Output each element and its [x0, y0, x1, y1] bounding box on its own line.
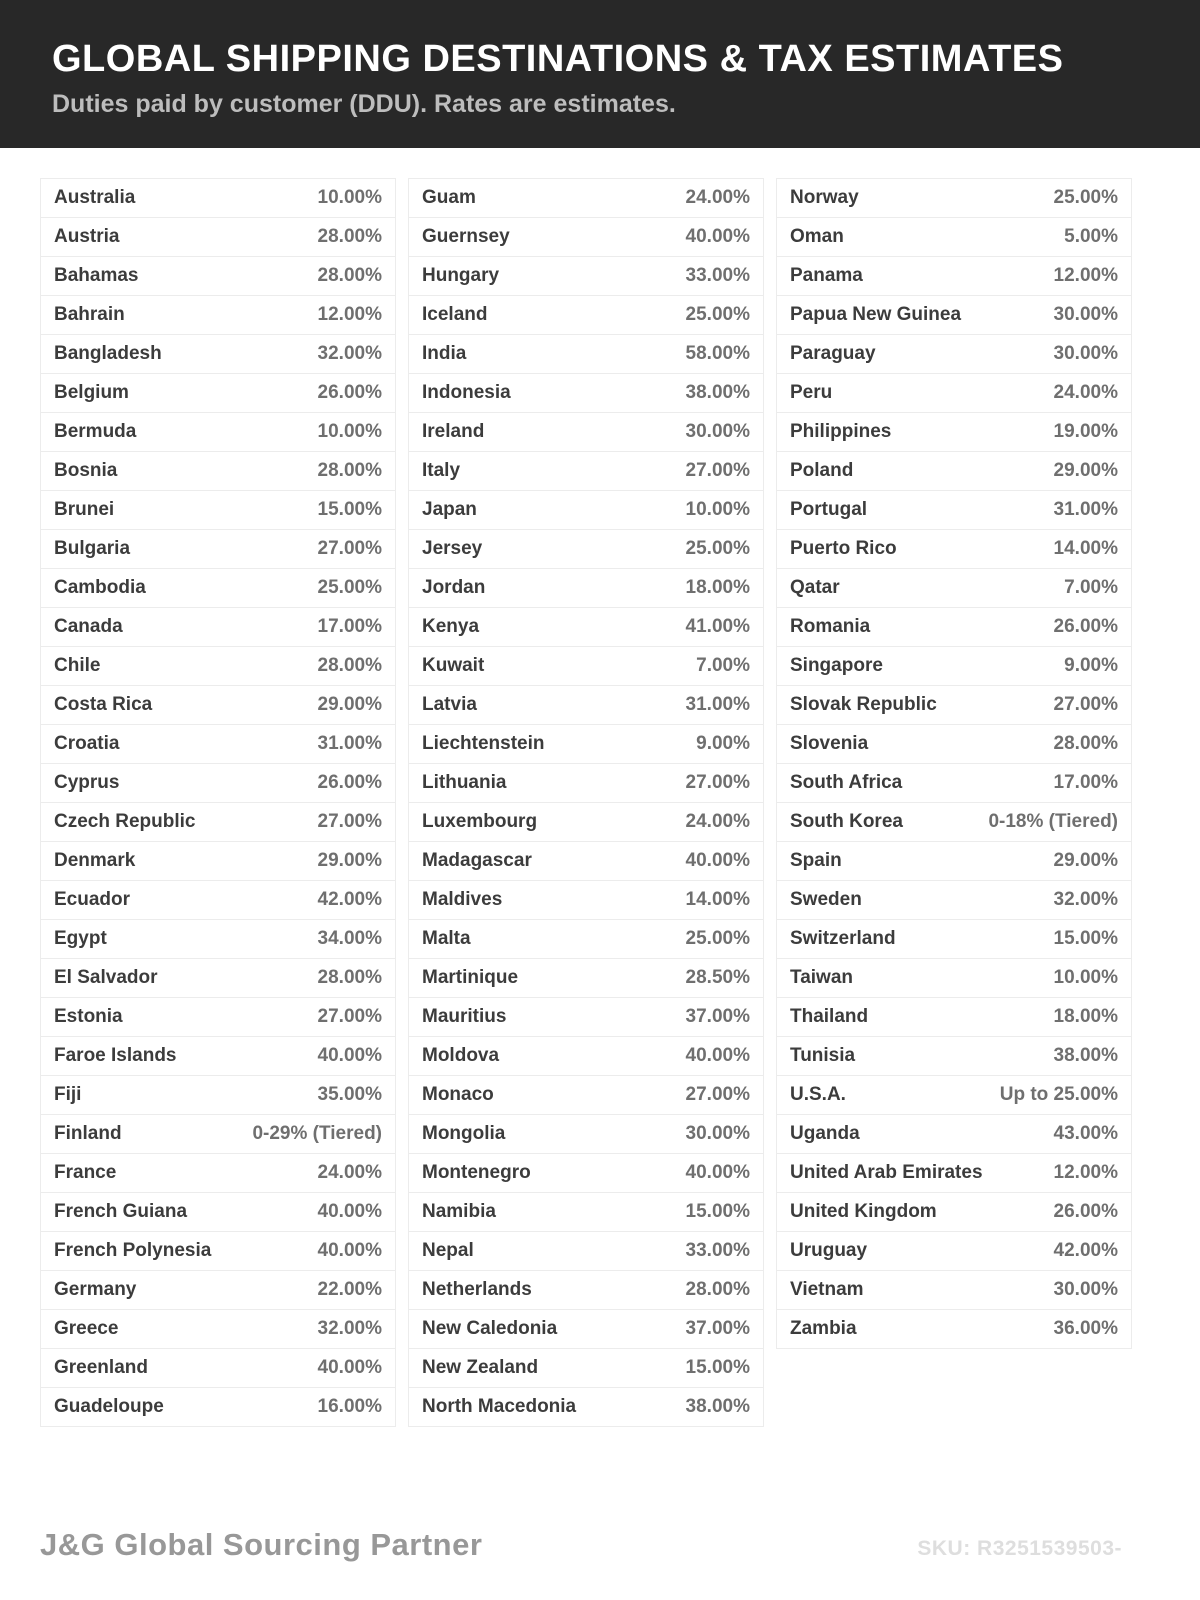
country-label: Paraguay — [790, 343, 876, 364]
rate-value: 17.00% — [1053, 772, 1118, 793]
country-label: Zambia — [790, 1318, 857, 1339]
rate-value: 27.00% — [1053, 694, 1118, 715]
table-row — [776, 296, 1132, 335]
rates-table — [40, 178, 1132, 1427]
rate-value: 26.00% — [317, 772, 382, 793]
country-label: Latvia — [422, 694, 477, 715]
table-row — [776, 335, 1132, 374]
table-row — [408, 764, 764, 803]
country-label: Austria — [54, 226, 120, 247]
rate-value: 27.00% — [685, 1084, 750, 1105]
rate-value: 31.00% — [685, 694, 750, 715]
country-label: Brunei — [54, 499, 115, 520]
rate-value: 40.00% — [317, 1240, 382, 1261]
table-row — [408, 374, 764, 413]
rate-value: 7.00% — [1064, 577, 1118, 598]
table-row — [408, 491, 764, 530]
country-label: French Polynesia — [54, 1240, 212, 1261]
table-row — [408, 1154, 764, 1193]
country-label: Chile — [54, 655, 101, 676]
country-label: Lithuania — [422, 772, 507, 793]
table-row — [40, 881, 396, 920]
rate-value: 30.00% — [685, 1123, 750, 1144]
rate-value: 28.00% — [685, 1279, 750, 1300]
country-label: Oman — [790, 226, 844, 247]
country-label: Fiji — [54, 1084, 82, 1105]
rate-value: 40.00% — [685, 226, 750, 247]
table-row — [408, 218, 764, 257]
table-row — [40, 452, 396, 491]
table-row — [408, 1388, 764, 1427]
table-row — [40, 1232, 396, 1271]
table-row — [408, 413, 764, 452]
table-row — [776, 881, 1132, 920]
table-row — [40, 1271, 396, 1310]
country-label: U.S.A. — [790, 1084, 846, 1105]
rate-value: 31.00% — [1053, 499, 1118, 520]
rate-value: 24.00% — [1053, 382, 1118, 403]
rates-column-2 — [408, 178, 764, 1427]
rate-value: 33.00% — [685, 1240, 750, 1261]
table-row — [776, 1232, 1132, 1271]
rate-value: 10.00% — [317, 421, 382, 442]
rate-value: 26.00% — [1053, 1201, 1118, 1222]
rate-value: 17.00% — [317, 616, 382, 637]
header-banner — [0, 0, 1200, 148]
rate-value: 9.00% — [1064, 655, 1118, 676]
table-row — [40, 1388, 396, 1427]
rate-value: 42.00% — [1053, 1240, 1118, 1261]
country-label: Liechtenstein — [422, 733, 545, 754]
rate-value: 14.00% — [685, 889, 750, 910]
table-row — [776, 920, 1132, 959]
rate-value: 19.00% — [1053, 421, 1118, 442]
table-row — [408, 335, 764, 374]
table-row — [40, 1154, 396, 1193]
table-row — [776, 1076, 1132, 1115]
country-label: Singapore — [790, 655, 883, 676]
country-label: New Caledonia — [422, 1318, 558, 1339]
country-label: Egypt — [54, 928, 107, 949]
rate-value: 34.00% — [317, 928, 382, 949]
country-label: Guadeloupe — [54, 1396, 164, 1417]
table-row — [408, 452, 764, 491]
table-row — [40, 296, 396, 335]
rate-value: 0-18% (Tiered) — [988, 811, 1118, 832]
rate-value: 15.00% — [317, 499, 382, 520]
country-label: Slovak Republic — [790, 694, 937, 715]
country-label: Kuwait — [422, 655, 485, 676]
table-row — [776, 218, 1132, 257]
table-row — [776, 647, 1132, 686]
rate-value: 10.00% — [1053, 967, 1118, 988]
table-row — [40, 1076, 396, 1115]
table-row — [408, 1349, 764, 1388]
country-label: Maldives — [422, 889, 503, 910]
rate-value: 38.00% — [685, 1396, 750, 1417]
rate-value: 26.00% — [317, 382, 382, 403]
rate-value: 42.00% — [317, 889, 382, 910]
rate-value: 29.00% — [317, 850, 382, 871]
table-row — [408, 725, 764, 764]
table-row — [408, 920, 764, 959]
country-label: Bosnia — [54, 460, 118, 481]
country-label: Spain — [790, 850, 842, 871]
table-row — [408, 530, 764, 569]
country-label: Ireland — [422, 421, 485, 442]
rate-value: 25.00% — [685, 304, 750, 325]
rate-value: 7.00% — [696, 655, 750, 676]
rate-value: 27.00% — [317, 1006, 382, 1027]
country-label: Guernsey — [422, 226, 510, 247]
country-label: Bermuda — [54, 421, 137, 442]
country-label: India — [422, 343, 467, 364]
rate-value: 33.00% — [685, 265, 750, 286]
rate-value: 18.00% — [685, 577, 750, 598]
country-label: Croatia — [54, 733, 120, 754]
country-label: Sweden — [790, 889, 862, 910]
country-label: Greenland — [54, 1357, 148, 1378]
rate-value: 58.00% — [685, 343, 750, 364]
rate-value: 12.00% — [1053, 265, 1118, 286]
rate-value: 24.00% — [685, 187, 750, 208]
rate-value: 27.00% — [317, 538, 382, 559]
country-label: Germany — [54, 1279, 137, 1300]
rate-value: 30.00% — [1053, 304, 1118, 325]
rate-value: 18.00% — [1053, 1006, 1118, 1027]
country-label: Uganda — [790, 1123, 860, 1144]
table-row — [776, 257, 1132, 296]
table-row — [40, 1310, 396, 1349]
table-row — [40, 179, 396, 218]
rate-value: 26.00% — [1053, 616, 1118, 637]
table-row — [40, 1037, 396, 1076]
table-row — [776, 1115, 1132, 1154]
country-label: Kenya — [422, 616, 480, 637]
rate-value: 38.00% — [685, 382, 750, 403]
rate-value: 40.00% — [685, 1045, 750, 1066]
rate-value: 15.00% — [1053, 928, 1118, 949]
rate-value: 29.00% — [317, 694, 382, 715]
rate-value: 15.00% — [685, 1201, 750, 1222]
country-label: Slovenia — [790, 733, 869, 754]
country-label: North Macedonia — [422, 1396, 577, 1417]
rate-value: 5.00% — [1064, 226, 1118, 247]
country-label: United Kingdom — [790, 1201, 937, 1222]
table-row — [776, 1037, 1132, 1076]
country-label: Malta — [422, 928, 471, 949]
table-row — [776, 179, 1132, 218]
table-row — [776, 1193, 1132, 1232]
country-label: Uruguay — [790, 1240, 868, 1261]
country-label: Greece — [54, 1318, 119, 1339]
rate-value: 12.00% — [317, 304, 382, 325]
table-row — [408, 647, 764, 686]
rate-value: 27.00% — [685, 772, 750, 793]
rate-value: 28.00% — [317, 655, 382, 676]
country-label: Nepal — [422, 1240, 474, 1261]
rate-value: 27.00% — [685, 460, 750, 481]
country-label: Madagascar — [422, 850, 532, 871]
rate-value: 9.00% — [696, 733, 750, 754]
country-label: Canada — [54, 616, 123, 637]
country-label: Finland — [54, 1123, 122, 1144]
rate-value: 40.00% — [317, 1201, 382, 1222]
rate-value: 40.00% — [317, 1045, 382, 1066]
rate-value: 25.00% — [685, 538, 750, 559]
table-row — [776, 1310, 1132, 1349]
table-row — [40, 959, 396, 998]
rate-value: 24.00% — [317, 1162, 382, 1183]
table-row — [40, 725, 396, 764]
table-row — [776, 842, 1132, 881]
country-label: South Africa — [790, 772, 903, 793]
country-label: Montenegro — [422, 1162, 531, 1183]
table-row — [776, 374, 1132, 413]
country-label: Romania — [790, 616, 871, 637]
table-row — [40, 491, 396, 530]
table-row — [776, 1154, 1132, 1193]
rate-value: 10.00% — [685, 499, 750, 520]
table-row — [408, 842, 764, 881]
rate-value: 32.00% — [1053, 889, 1118, 910]
table-row — [40, 569, 396, 608]
table-row — [408, 998, 764, 1037]
rate-value: 30.00% — [1053, 1279, 1118, 1300]
country-label: Martinique — [422, 967, 519, 988]
table-row — [408, 881, 764, 920]
country-label: Mongolia — [422, 1123, 506, 1144]
table-row — [40, 374, 396, 413]
table-row — [776, 569, 1132, 608]
table-row — [40, 764, 396, 803]
country-label: Australia — [54, 187, 136, 208]
rate-value: 22.00% — [317, 1279, 382, 1300]
table-row — [776, 413, 1132, 452]
rates-column-1 — [40, 178, 396, 1427]
country-label: Guam — [422, 187, 476, 208]
country-label: Faroe Islands — [54, 1045, 177, 1066]
table-row — [40, 647, 396, 686]
country-label: Switzerland — [790, 928, 896, 949]
table-row — [408, 1310, 764, 1349]
country-label: Bahrain — [54, 304, 125, 325]
rate-value: 12.00% — [1053, 1162, 1118, 1183]
table-row — [40, 998, 396, 1037]
rate-value: 28.00% — [1053, 733, 1118, 754]
table-row — [408, 179, 764, 218]
country-label: El Salvador — [54, 967, 158, 988]
country-label: Mauritius — [422, 1006, 507, 1027]
rate-value: 14.00% — [1053, 538, 1118, 559]
country-label: Iceland — [422, 304, 488, 325]
country-label: Bangladesh — [54, 343, 162, 364]
country-label: Denmark — [54, 850, 136, 871]
country-label: Monaco — [422, 1084, 494, 1105]
table-row — [40, 335, 396, 374]
table-row — [40, 920, 396, 959]
country-label: Japan — [422, 499, 477, 520]
table-row — [776, 686, 1132, 725]
table-row — [776, 491, 1132, 530]
country-label: France — [54, 1162, 117, 1183]
rate-value: 36.00% — [1053, 1318, 1118, 1339]
table-row — [40, 530, 396, 569]
country-label: Ecuador — [54, 889, 131, 910]
country-label: Bahamas — [54, 265, 139, 286]
rates-column-3 — [776, 178, 1132, 1349]
country-label: South Korea — [790, 811, 903, 832]
table-row — [40, 1349, 396, 1388]
table-row — [408, 686, 764, 725]
country-label: Jersey — [422, 538, 483, 559]
country-label: French Guiana — [54, 1201, 188, 1222]
table-row — [40, 1193, 396, 1232]
country-label: New Zealand — [422, 1357, 539, 1378]
table-row — [776, 803, 1132, 842]
rate-value: Up to 25.00% — [999, 1084, 1118, 1105]
country-label: Costa Rica — [54, 694, 153, 715]
table-row — [776, 608, 1132, 647]
table-row — [776, 998, 1132, 1037]
country-label: Thailand — [790, 1006, 869, 1027]
table-row — [776, 452, 1132, 491]
footer — [40, 1527, 1122, 1563]
table-row — [408, 1115, 764, 1154]
table-row — [408, 569, 764, 608]
rate-value: 28.00% — [317, 265, 382, 286]
rate-value: 28.00% — [317, 226, 382, 247]
country-label: United Arab Emirates — [790, 1162, 983, 1183]
country-label: Puerto Rico — [790, 538, 897, 559]
table-row — [408, 1193, 764, 1232]
table-row — [408, 608, 764, 647]
rate-value: 25.00% — [685, 928, 750, 949]
rate-value: 29.00% — [1053, 460, 1118, 481]
rate-value: 40.00% — [317, 1357, 382, 1378]
country-label: Jordan — [422, 577, 486, 598]
table-row — [408, 1076, 764, 1115]
country-label: Belgium — [54, 382, 129, 403]
country-label: Hungary — [422, 265, 500, 286]
table-row — [40, 257, 396, 296]
table-row — [408, 959, 764, 998]
rate-value: 40.00% — [685, 850, 750, 871]
rate-value: 10.00% — [317, 187, 382, 208]
table-row — [40, 1115, 396, 1154]
rate-value: 28.00% — [317, 967, 382, 988]
table-row — [408, 803, 764, 842]
table-row — [776, 764, 1132, 803]
country-label: Papua New Guinea — [790, 304, 962, 325]
rate-value: 0-29% (Tiered) — [252, 1123, 382, 1144]
rate-value: 15.00% — [685, 1357, 750, 1378]
country-label: Cambodia — [54, 577, 146, 598]
table-row — [40, 218, 396, 257]
rate-value: 38.00% — [1053, 1045, 1118, 1066]
rate-value: 30.00% — [1053, 343, 1118, 364]
country-label: Taiwan — [790, 967, 853, 988]
table-row — [776, 725, 1132, 764]
country-label: Qatar — [790, 577, 840, 598]
page-subtitle: Duties paid by customer (DDU). Rates are estimates. — [52, 90, 676, 118]
table-row — [40, 413, 396, 452]
country-label: Czech Republic — [54, 811, 196, 832]
table-row — [408, 296, 764, 335]
table-row — [776, 959, 1132, 998]
country-label: Moldova — [422, 1045, 500, 1066]
rate-value: 32.00% — [317, 343, 382, 364]
rate-value: 32.00% — [317, 1318, 382, 1339]
country-label: Norway — [790, 187, 859, 208]
table-row — [40, 842, 396, 881]
sku-label: SKU: R3251539503- — [917, 1537, 1122, 1560]
country-label: Philippines — [790, 421, 892, 442]
rate-value: 41.00% — [685, 616, 750, 637]
table-row — [776, 1271, 1132, 1310]
country-label: Cyprus — [54, 772, 120, 793]
rate-value: 30.00% — [685, 421, 750, 442]
country-label: Indonesia — [422, 382, 511, 403]
table-row — [776, 530, 1132, 569]
rate-value: 28.00% — [317, 460, 382, 481]
brand-name: J&G Global Sourcing Partner — [40, 1527, 483, 1562]
table-row — [40, 686, 396, 725]
country-label: Namibia — [422, 1201, 496, 1222]
rate-value: 29.00% — [1053, 850, 1118, 871]
rate-value: 16.00% — [317, 1396, 382, 1417]
country-label: Italy — [422, 460, 461, 481]
country-label: Peru — [790, 382, 833, 403]
country-label: Estonia — [54, 1006, 123, 1027]
country-label: Tunisia — [790, 1045, 856, 1066]
page-title: GLOBAL SHIPPING DESTINATIONS & TAX ESTIMATES — [52, 38, 1064, 80]
table-row — [40, 608, 396, 647]
rate-value: 25.00% — [317, 577, 382, 598]
rate-value: 28.50% — [685, 967, 750, 988]
rate-value: 37.00% — [685, 1006, 750, 1027]
country-label: Bulgaria — [54, 538, 131, 559]
rate-value: 31.00% — [317, 733, 382, 754]
rate-value: 37.00% — [685, 1318, 750, 1339]
rate-value: 25.00% — [1053, 187, 1118, 208]
country-label: Luxembourg — [422, 811, 538, 832]
rate-value: 40.00% — [685, 1162, 750, 1183]
country-label: Netherlands — [422, 1279, 532, 1300]
table-row — [408, 257, 764, 296]
country-label: Portugal — [790, 499, 868, 520]
table-row — [40, 803, 396, 842]
rate-value: 43.00% — [1053, 1123, 1118, 1144]
rate-value: 35.00% — [317, 1084, 382, 1105]
country-label: Vietnam — [790, 1279, 864, 1300]
country-label: Poland — [790, 460, 854, 481]
table-row — [408, 1037, 764, 1076]
table-row — [408, 1232, 764, 1271]
country-label: Panama — [790, 265, 863, 286]
rate-value: 24.00% — [685, 811, 750, 832]
table-row — [408, 1271, 764, 1310]
rate-value: 27.00% — [317, 811, 382, 832]
